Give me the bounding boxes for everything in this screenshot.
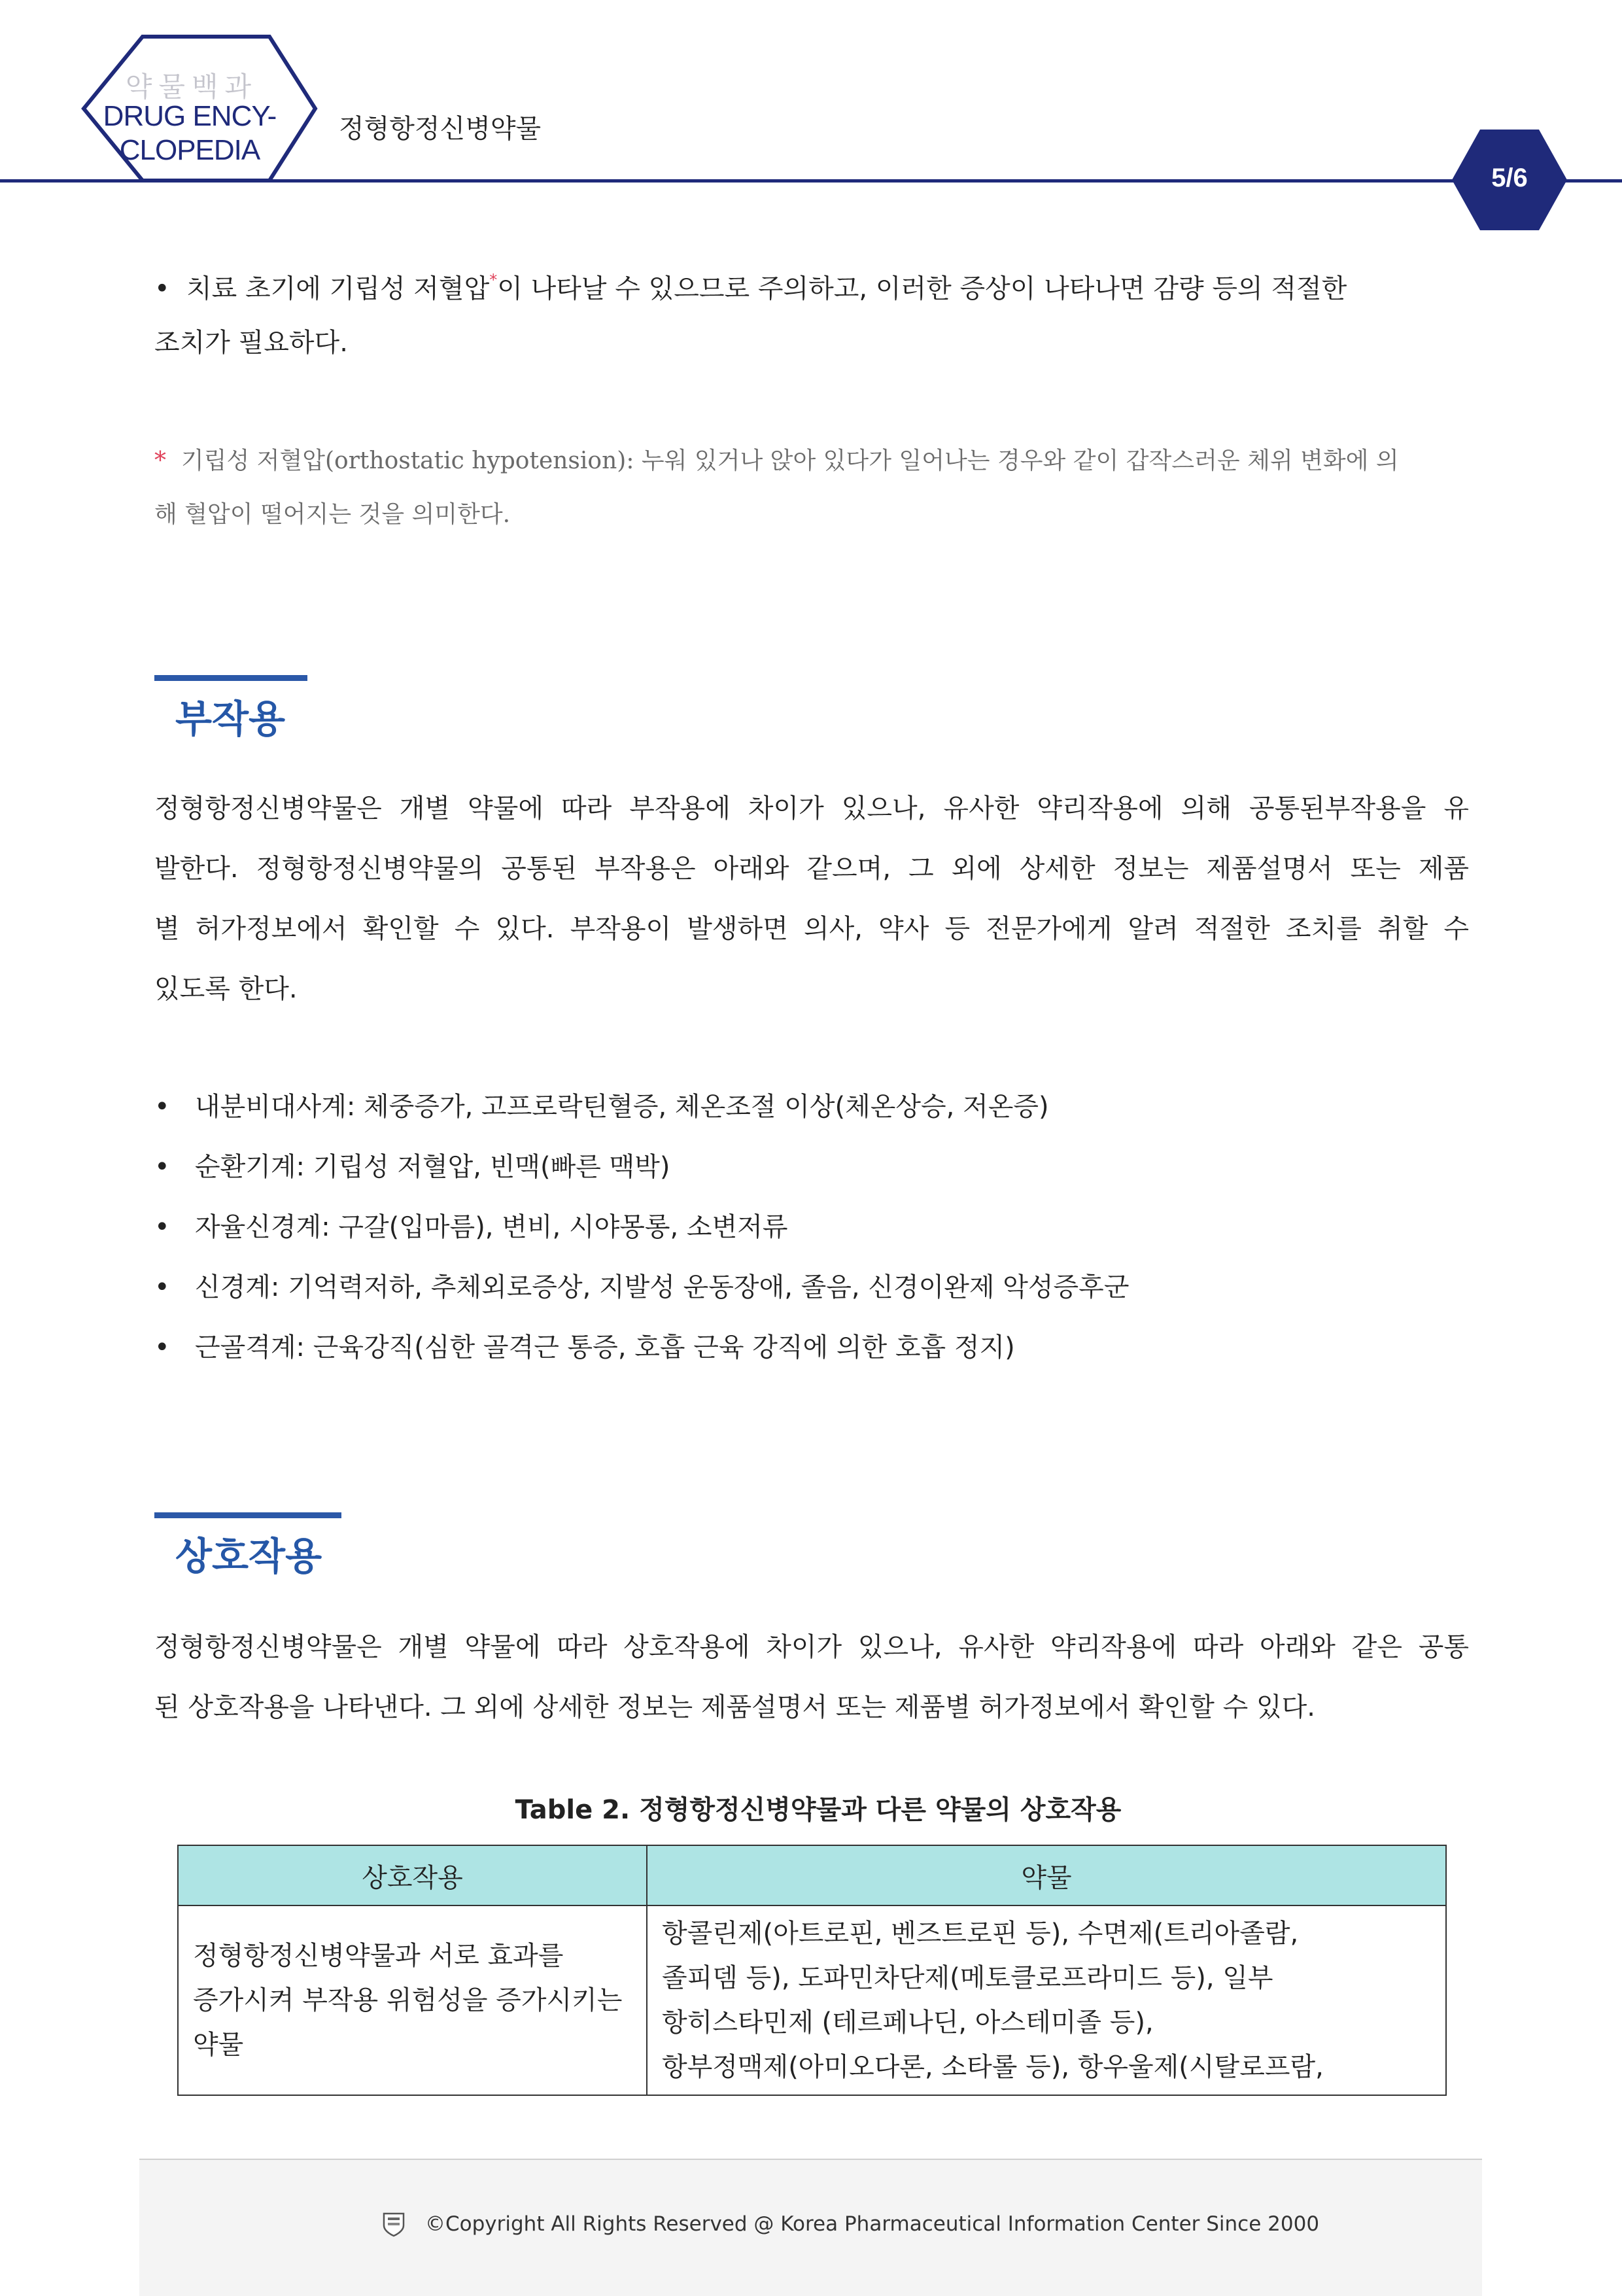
logo-en-line2: CLOPEDIA xyxy=(119,134,260,166)
table-cell-interaction: 정형항정신병약물과 서로 효과를 증가시켜 부작용 위험성을 증가시키는 약물 xyxy=(178,1905,647,2095)
side-effect-item: • 내분비대사계: 체중증가, 고프로락틴혈증, 체온조절 이상(체온상승, 저온증) xyxy=(154,1092,1049,1122)
section-title-interactions: 상호작용 xyxy=(175,1534,322,1578)
interaction-table xyxy=(177,1845,1447,2096)
section-bar-interactions xyxy=(154,1512,341,1518)
side-effect-item: • 근골격계: 근육강직(심한 골격근 통증, 호흡 근육 강직에 의한 호흡 정지) xyxy=(154,1332,1015,1363)
table-header-cell: 상호작용 xyxy=(178,1845,647,1905)
footnote-line2: 해 혈압이 떨어지는 것을 의미한다. xyxy=(154,501,511,528)
table-header-cell: 약물 xyxy=(647,1845,1446,1905)
intro-bullet: • 치료 초기에 기립성 저혈압*이 나타날 수 있으므로 주의하고, 이러한 증상이 나타나면 감량 등의 적절한 xyxy=(154,271,1347,304)
side-effects-para-line2: 발한다. 정형항정신병약물의 공통된 부작용은 아래와 같으며, 그 외에 상세한 정보는 제품설명서 또는 제품 xyxy=(154,854,1469,884)
logo-en-line1: DRUG ENCY- xyxy=(103,100,277,132)
side-effects-para-line4: 있도록 한다. xyxy=(154,974,298,1004)
shield-logo-icon xyxy=(383,2211,405,2237)
table-header-row xyxy=(178,1845,1446,1905)
side-effect-item: • 신경계: 기억력저하, 추체외로증상, 지발성 운동장애, 졸음, 신경이완제 악성증후군 xyxy=(154,1272,1130,1302)
footer-copyright: ©Copyright All Rights Reserved @ Korea Pharmaceutical Information Center Since 2000 xyxy=(425,2212,1320,2236)
section-title-side-effects: 부작용 xyxy=(175,697,286,741)
side-effects-para-line3: 별 허가정보에서 확인할 수 있다. 부작용이 발생하면 의사, 약사 등 전문가에게 알려 적절한 조치를 취할 수 xyxy=(154,914,1469,944)
side-effect-item: • 순환기계: 기립성 저혈압, 빈맥(빠른 맥박) xyxy=(154,1152,670,1182)
intro-bullet-line2: 조치가 필요하다. xyxy=(154,328,348,358)
logo-english-text xyxy=(98,99,281,167)
footnote-star: * xyxy=(489,271,498,289)
footnote-line1: * 기립성 저혈압(orthostatic hypotension): 누워 있거나 앉아 있다가 일어나는 경우와 같이 갑작스러운 체위 변화에 의 xyxy=(154,447,1399,474)
footnote-star-marker: * xyxy=(154,447,166,474)
table-cell-drugs: 항콜린제(아트로핀, 벤즈트로핀 등), 수면제(트리아졸람, 졸피뎀 등), 도파민차단제(메토클로프라미드 등), 일부 항히스타민제 (테르페나딘, 아스테미졸 등), 항부정맥제(아미오다론, 소타롤 등), 항우울제(시탈로프람, xyxy=(647,1905,1446,2095)
side-effect-item: • 자율신경계: 구갈(입마름), 변비, 시야몽롱, 소변저류 xyxy=(154,1212,788,1242)
interactions-para-line1: 정형항정신병약물은 개별 약물에 따라 상호작용에 차이가 있으나, 유사한 약리작용에 따라 아래와 같은 공통 xyxy=(154,1632,1469,1662)
side-effects-para-line1: 정형항정신병약물은 개별 약물에 따라 부작용에 차이가 있으나, 유사한 약리작용에 의해 공통된부작용을 유 xyxy=(154,793,1469,824)
bullet-dot: • xyxy=(154,273,187,304)
section-bar-side-effects xyxy=(154,675,307,681)
logo-korean-text: 약물백과 xyxy=(125,71,258,103)
table-caption: Table 2. 정형항정신병약물과 다른 약물의 상호작용 xyxy=(515,1795,1122,1825)
header-title: 정형항정신병약물 xyxy=(339,114,542,144)
interactions-para-line2: 된 상호작용을 나타낸다. 그 외에 상세한 정보는 제품설명서 또는 제품별 허가정보에서 확인할 수 있다. xyxy=(154,1692,1315,1722)
table-row xyxy=(178,1905,1446,2095)
page-number: 5/6 xyxy=(1491,164,1528,192)
